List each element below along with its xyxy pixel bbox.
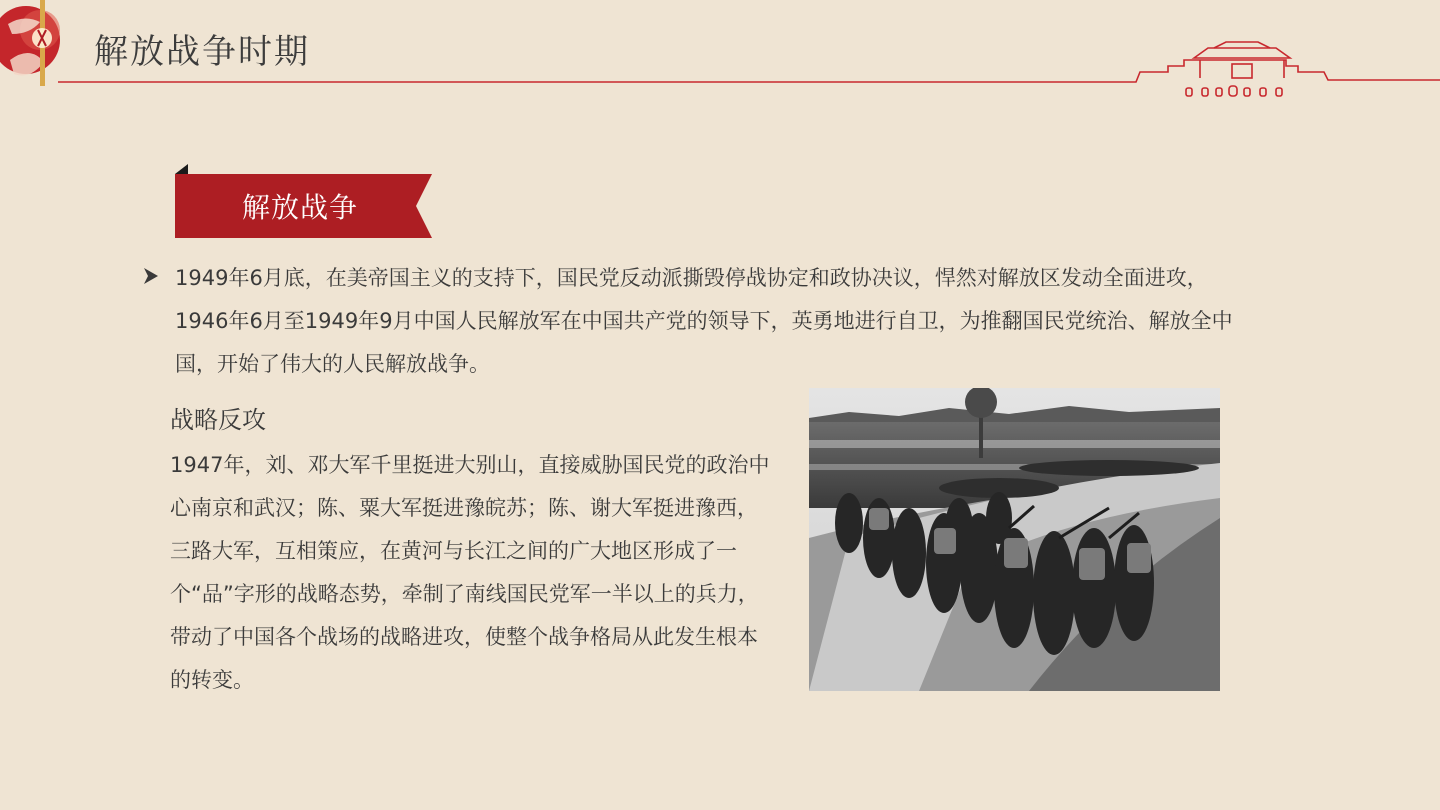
tiananmen-gate-icon	[1186, 42, 1290, 96]
strategy-paragraph: 1947年，刘、邓大军千里挺进大别山，直接威胁国民党的政治中心南京和武汉；陈、粟大军挺进豫皖苏；陈、谢大军挺进豫西，三路大军，互相策应，在黄河与长江之间的广大地区形成了一个“品”字形的战略态势，牵制了南线国民党军一半以上的兵力，带动了中国各个战场的战略进攻，使整个战争格局从此发生根本的转变。	[170, 453, 770, 692]
page-title: 解放战争时期	[94, 32, 310, 72]
header-divider	[0, 0, 1440, 110]
section-heading: 战略反攻	[170, 406, 266, 434]
historical-photo	[809, 388, 1220, 691]
intro-paragraph: 1949年6月底，在美帝国主义的支持下，国民党反动派撕毁停战协定和政协决议，悍然对解放区发动全面进攻，1946年6月至1949年9月中国人民解放军在中国共产党的领导下，英勇地进行自卫，为推翻国民党统治、解放全中国，开始了伟大的人民解放战争。	[175, 266, 1233, 376]
arrow-bullet-icon	[143, 266, 159, 286]
section-tag-label: 解放战争	[241, 191, 358, 224]
